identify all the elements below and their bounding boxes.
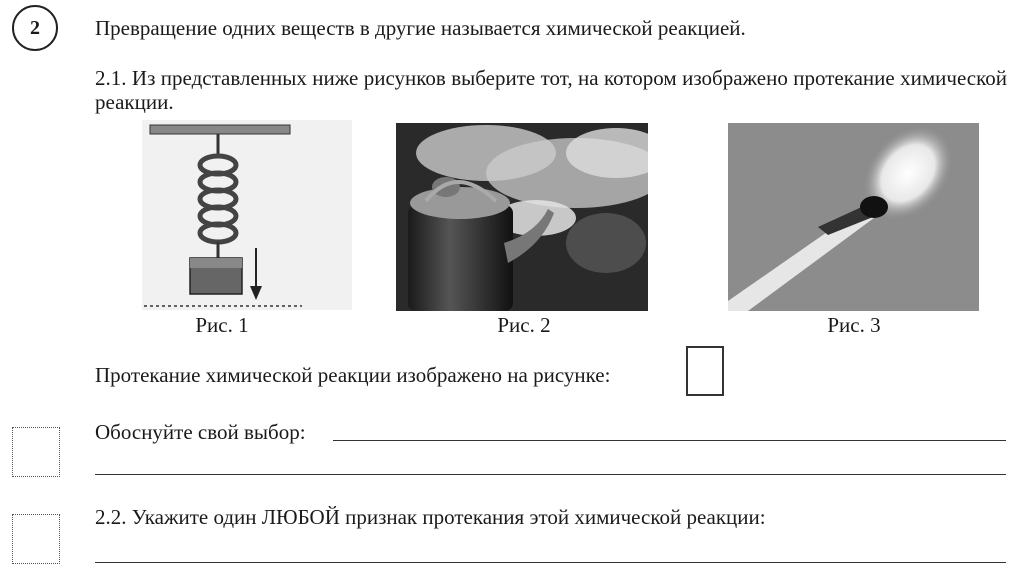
figure-3-caption: Рис. 3 xyxy=(827,313,881,337)
figure-2-image xyxy=(396,123,648,311)
answer-prompt: Протекание химической реакции изображено на рисунке: xyxy=(95,363,611,387)
answer-box[interactable] xyxy=(686,346,724,396)
intro-text: Превращение одних веществ в другие называется химической реакцией. xyxy=(95,16,746,40)
justify-label: Обоснуйте свой выбор: xyxy=(95,420,306,444)
burning-match-icon xyxy=(728,123,979,311)
figure-1-image xyxy=(142,120,352,310)
question-number: 2 xyxy=(12,5,58,51)
question-2-2: 2.2. Укажите один ЛЮБОЙ признак протекания этой химической реакции: xyxy=(95,505,766,529)
question-2-1: 2.1. Из представленных ниже рисунков выберите тот, на котором изображено протекание химической реакции. xyxy=(95,66,1007,114)
justify-answer-line-2[interactable] xyxy=(95,474,1006,475)
score-box-2-1[interactable] xyxy=(12,427,60,477)
spring-weight-icon xyxy=(142,120,352,310)
score-box-2-2[interactable] xyxy=(12,514,60,564)
boiling-kettle-icon xyxy=(396,123,648,311)
sign-answer-line[interactable] xyxy=(95,562,1006,563)
figure-2-caption: Рис. 2 xyxy=(497,313,551,337)
justify-answer-line-1[interactable] xyxy=(333,440,1006,441)
figure-3-image xyxy=(728,123,979,311)
figure-1-caption: Рис. 1 xyxy=(195,313,249,337)
